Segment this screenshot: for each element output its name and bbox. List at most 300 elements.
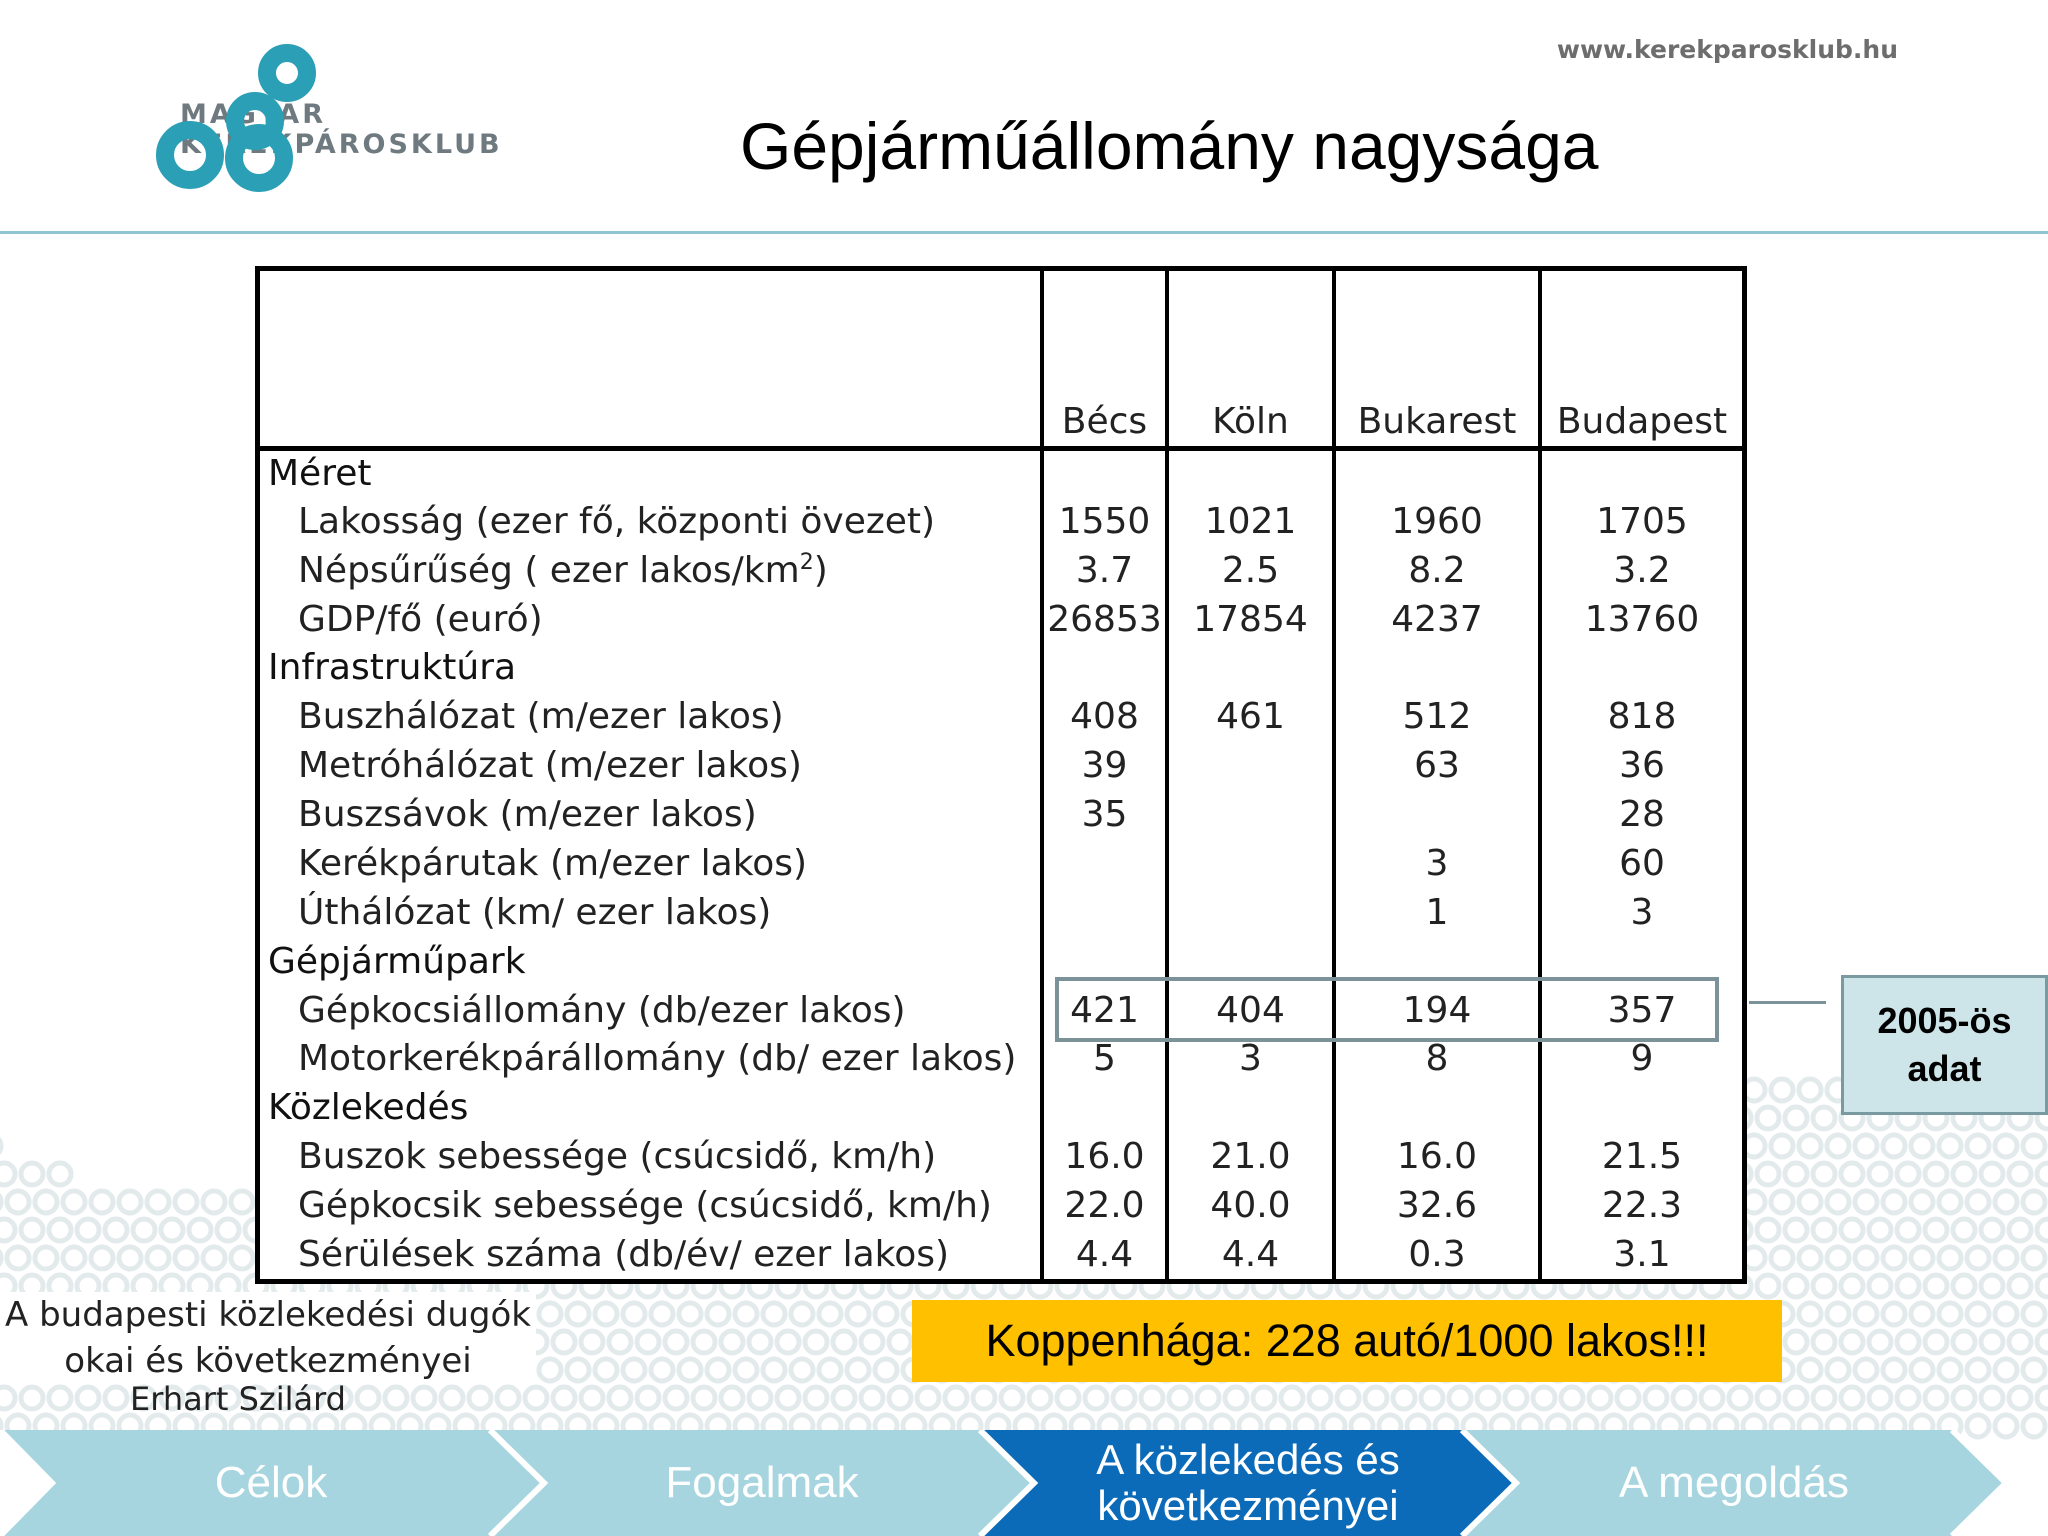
pattern-bubble — [1771, 1135, 1793, 1157]
table-row — [260, 595, 1742, 644]
pattern-bubble — [1995, 1303, 2017, 1325]
pattern-bubble — [63, 1247, 85, 1269]
table-cell: 13760 — [1540, 595, 1742, 644]
table-section-row — [260, 1083, 1742, 1132]
pattern-bubble — [1253, 1387, 1275, 1409]
table-cell: 26853 — [1042, 595, 1167, 644]
pattern-bubble — [805, 1331, 827, 1353]
copenhagen-callout: Koppenhága: 228 autó/1000 lakos!!! — [912, 1300, 1782, 1382]
table-cell: 0.3 — [1334, 1230, 1540, 1279]
pattern-bubble — [819, 1359, 841, 1381]
row-label — [260, 839, 1042, 888]
pattern-bubble — [553, 1331, 575, 1353]
pattern-bubble — [1897, 1275, 1919, 1297]
table-cell: 1960 — [1334, 497, 1540, 546]
table-cell: 3.1 — [1540, 1230, 1742, 1279]
pattern-bubble — [525, 1387, 547, 1409]
pattern-bubble — [1981, 1163, 2003, 1185]
pattern-bubble — [357, 1387, 379, 1409]
pattern-bubble — [875, 1359, 897, 1381]
table-cell: 36 — [1540, 741, 1742, 790]
table-cell — [1334, 644, 1540, 693]
row-label — [260, 1230, 1042, 1279]
table-cell: 8.2 — [1334, 546, 1540, 595]
table-cell: 2.5 — [1167, 546, 1334, 595]
logo-text-line1: MAGYAR — [180, 99, 326, 130]
pattern-bubble — [1449, 1387, 1471, 1409]
row-label-text: Gépjárműpark — [268, 940, 526, 982]
row-label-text: Népsűrűség ( ezer lakos/km — [298, 549, 800, 591]
table-cell — [1540, 448, 1742, 497]
pattern-bubble — [707, 1359, 729, 1381]
pattern-bubble — [413, 1387, 435, 1409]
pattern-bubble — [147, 1247, 169, 1269]
table-cell: 63 — [1334, 741, 1540, 790]
pattern-bubble — [763, 1303, 785, 1325]
pattern-bubble — [1967, 1191, 1989, 1213]
pattern-bubble — [1925, 1163, 1947, 1185]
pattern-bubble — [1771, 1079, 1793, 1101]
pattern-bubble — [735, 1303, 757, 1325]
table-row — [260, 790, 1742, 839]
pattern-bubble — [1827, 1247, 1849, 1269]
pattern-bubble — [1785, 1387, 1807, 1409]
pattern-bubble — [1771, 1191, 1793, 1213]
pattern-bubble — [777, 1387, 799, 1409]
pattern-bubble — [1421, 1387, 1443, 1409]
pattern-bubble — [861, 1331, 883, 1353]
pattern-bubble — [1995, 1191, 2017, 1213]
note-line2: adat — [1907, 1048, 1982, 1089]
table-cell — [1334, 1083, 1540, 1132]
pattern-bubble — [1911, 1247, 1933, 1269]
pattern-bubble — [2023, 1135, 2045, 1157]
table-cell: 461 — [1167, 692, 1334, 741]
pattern-bubble — [119, 1191, 141, 1213]
pattern-bubble — [637, 1387, 659, 1409]
statistics-table — [255, 266, 1747, 1284]
table-cell: 408 — [1042, 692, 1167, 741]
pattern-bubble — [0, 1219, 15, 1241]
pattern-bubble — [889, 1331, 911, 1353]
pattern-bubble — [1393, 1387, 1415, 1409]
pattern-bubble — [1799, 1079, 1821, 1101]
pattern-bubble — [175, 1247, 197, 1269]
author-name: Erhart Szilárd — [130, 1380, 346, 1418]
pattern-bubble — [7, 1247, 29, 1269]
pattern-bubble — [1799, 1359, 1821, 1381]
pattern-bubble — [1939, 1359, 1961, 1381]
pattern-bubble — [1953, 1275, 1975, 1297]
row-label — [260, 546, 1042, 595]
pattern-bubble — [0, 1191, 1, 1213]
row-label-end: ) — [813, 549, 828, 591]
pattern-bubble — [1029, 1387, 1051, 1409]
pattern-bubble — [1617, 1387, 1639, 1409]
pattern-bubble — [609, 1331, 631, 1353]
pattern-bubble — [105, 1219, 127, 1241]
table-cell: 9 — [1540, 1035, 1742, 1084]
table-cell: 39 — [1042, 741, 1167, 790]
pattern-bubble — [1505, 1387, 1527, 1409]
pattern-bubble — [847, 1359, 869, 1381]
pattern-bubble — [2009, 1219, 2031, 1241]
section-heading — [260, 937, 1042, 986]
pattern-bubble — [2023, 1359, 2045, 1381]
pattern-bubble — [1337, 1387, 1359, 1409]
table-cell — [1042, 644, 1167, 693]
row-label-text: Buszhálózat (m/ezer lakos) — [298, 696, 784, 738]
table-cell: 512 — [1334, 692, 1540, 741]
pattern-bubble — [707, 1303, 729, 1325]
pattern-bubble — [1967, 1247, 1989, 1269]
row-label — [260, 888, 1042, 937]
pattern-bubble — [2037, 1219, 2048, 1241]
nav-item-celok[interactable]: Célok — [214, 1458, 328, 1507]
pattern-bubble — [77, 1219, 99, 1241]
table-cell — [1167, 644, 1334, 693]
pattern-bubble — [623, 1359, 645, 1381]
row-label-text: Közlekedés — [268, 1087, 469, 1129]
pattern-bubble — [945, 1387, 967, 1409]
nav-item-kozlekedes[interactable] — [1034, 1430, 1462, 1536]
pattern-bubble — [1869, 1163, 1891, 1185]
row-label — [260, 741, 1042, 790]
pattern-bubble — [49, 1387, 71, 1409]
pattern-bubble — [651, 1359, 673, 1381]
pattern-bubble — [1827, 1191, 1849, 1213]
pattern-bubble — [581, 1387, 603, 1409]
pattern-bubble — [1841, 1275, 1863, 1297]
pattern-bubble — [21, 1219, 43, 1241]
pattern-bubble — [1855, 1247, 1877, 1269]
pattern-bubble — [553, 1387, 575, 1409]
pattern-bubble — [105, 1387, 127, 1409]
pattern-bubble — [819, 1303, 841, 1325]
subtitle-line2: okai és következményei — [64, 1341, 472, 1381]
pattern-bubble — [1939, 1135, 1961, 1157]
row-label — [260, 1132, 1042, 1181]
pattern-bubble — [1897, 1219, 1919, 1241]
pattern-bubble — [1785, 1275, 1807, 1297]
pattern-bubble — [805, 1387, 827, 1409]
table-cell: 421 — [1042, 986, 1167, 1035]
table-cell: 194 — [1334, 986, 1540, 1035]
table-cell: 818 — [1540, 692, 1742, 741]
pattern-bubble — [1813, 1219, 1835, 1241]
pattern-bubble — [1757, 1275, 1779, 1297]
table-cell: 21.0 — [1167, 1132, 1334, 1181]
pattern-bubble — [35, 1247, 57, 1269]
table-cell: 3.2 — [1540, 546, 1742, 595]
pattern-bubble — [1771, 1247, 1793, 1269]
table-cell: 357 — [1540, 986, 1742, 1035]
row-label-text: Buszok sebessége (csúcsidő, km/h) — [298, 1136, 937, 1178]
pattern-bubble — [2037, 1275, 2048, 1297]
row-label-text: Gépkocsik sebessége (csúcsidő, km/h) — [298, 1185, 992, 1227]
pattern-bubble — [1589, 1387, 1611, 1409]
table-cell: 16.0 — [1334, 1132, 1540, 1181]
table-cell: 60 — [1540, 839, 1742, 888]
pattern-bubble — [665, 1387, 687, 1409]
pattern-bubble — [833, 1331, 855, 1353]
pattern-bubble — [1701, 1387, 1723, 1409]
pattern-bubble — [679, 1359, 701, 1381]
pattern-bubble — [1813, 1331, 1835, 1353]
pattern-bubble — [231, 1191, 253, 1213]
row-label-text: GDP/fő (euró) — [298, 598, 543, 640]
pattern-bubble — [1085, 1387, 1107, 1409]
table-row — [260, 888, 1742, 937]
row-label — [260, 986, 1042, 1035]
pattern-bubble — [161, 1219, 183, 1241]
pattern-bubble — [1729, 1387, 1751, 1409]
table-row — [260, 1230, 1742, 1279]
pattern-bubble — [1841, 1163, 1863, 1185]
row-label — [260, 1035, 1042, 1084]
pattern-bubble — [497, 1387, 519, 1409]
pattern-bubble — [1911, 1191, 1933, 1213]
pattern-bubble — [567, 1303, 589, 1325]
row-label-text: Lakosság (ezer fő, központi övezet) — [298, 500, 936, 542]
pattern-bubble — [1967, 1359, 1989, 1381]
pattern-bubble — [1785, 1107, 1807, 1129]
pattern-bubble — [749, 1331, 771, 1353]
table-cell — [1167, 888, 1334, 937]
pattern-bubble — [49, 1163, 71, 1185]
pattern-bubble — [1883, 1359, 1905, 1381]
table-cell — [1042, 888, 1167, 937]
pattern-bubble — [1813, 1107, 1835, 1129]
pattern-bubble — [0, 1387, 15, 1409]
pattern-bubble — [1939, 1247, 1961, 1269]
pattern-bubble — [1841, 1331, 1863, 1353]
pattern-bubble — [119, 1247, 141, 1269]
pattern-bubble — [1057, 1387, 1079, 1409]
pattern-bubble — [1925, 1219, 1947, 1241]
pattern-bubble — [595, 1303, 617, 1325]
pattern-bubble — [217, 1219, 239, 1241]
pattern-bubble — [385, 1387, 407, 1409]
pattern-bubble — [777, 1331, 799, 1353]
table-cell: 3.7 — [1042, 546, 1167, 595]
navigation-bar — [0, 1430, 2048, 1536]
pattern-bubble — [2023, 1303, 2045, 1325]
pattern-bubble — [1225, 1387, 1247, 1409]
pattern-bubble — [735, 1359, 757, 1381]
row-label-text: Metróhálózat (m/ezer lakos) — [298, 745, 802, 787]
pattern-bubble — [973, 1387, 995, 1409]
row-label — [260, 790, 1042, 839]
pattern-bubble — [1953, 1387, 1975, 1409]
table-cell: 17854 — [1167, 595, 1334, 644]
table-cell — [1167, 448, 1334, 497]
pattern-bubble — [189, 1219, 211, 1241]
nav-item-kozlekedes-line1: A közlekedés és — [1096, 1436, 1400, 1483]
table-row — [260, 546, 1742, 595]
pattern-bubble — [147, 1191, 169, 1213]
table-cell: 5 — [1042, 1035, 1167, 1084]
pattern-bubble — [1911, 1303, 1933, 1325]
nav-item-megoldas[interactable]: A megoldás — [1619, 1458, 1849, 1507]
pattern-bubble — [1827, 1135, 1849, 1157]
column-header: Bukarest — [1334, 271, 1540, 448]
table-cell — [1167, 839, 1334, 888]
pattern-bubble — [1995, 1247, 2017, 1269]
table-cell: 1 — [1334, 888, 1540, 937]
pattern-bubble — [175, 1191, 197, 1213]
table-cell — [1540, 644, 1742, 693]
pattern-bubble — [1757, 1163, 1779, 1185]
pattern-bubble — [861, 1387, 883, 1409]
pattern-bubble — [833, 1387, 855, 1409]
table-cell: 32.6 — [1334, 1181, 1540, 1230]
pattern-bubble — [1967, 1303, 1989, 1325]
pattern-bubble — [1799, 1135, 1821, 1157]
row-label-text: Infrastruktúra — [268, 647, 517, 689]
pattern-bubble — [1841, 1387, 1863, 1409]
pattern-bubble — [1673, 1387, 1695, 1409]
pattern-bubble — [1883, 1191, 1905, 1213]
row-label-text: Méret — [268, 453, 372, 495]
table-row — [260, 741, 1742, 790]
pattern-bubble — [1855, 1303, 1877, 1325]
pattern-bubble — [1169, 1387, 1191, 1409]
table-row — [260, 692, 1742, 741]
presentation-subtitle — [0, 1292, 536, 1384]
pattern-bubble — [1309, 1387, 1331, 1409]
site-url[interactable]: www.kerekparosklub.hu — [1556, 35, 1898, 64]
pattern-bubble — [623, 1303, 645, 1325]
pattern-bubble — [203, 1247, 225, 1269]
pattern-bubble — [0, 1135, 1, 1157]
pattern-bubble — [2009, 1331, 2031, 1353]
pattern-bubble — [2023, 1247, 2045, 1269]
pattern-bubble — [1645, 1387, 1667, 1409]
pattern-bubble — [1813, 1163, 1835, 1185]
subtitle-line1: A budapesti közlekedési dugók — [5, 1295, 531, 1335]
pattern-bubble — [1785, 1163, 1807, 1185]
pattern-bubble — [35, 1191, 57, 1213]
pattern-bubble — [1981, 1331, 2003, 1353]
section-heading — [260, 644, 1042, 693]
pattern-bubble — [1925, 1387, 1947, 1409]
pattern-bubble — [1883, 1135, 1905, 1157]
table-cell: 1021 — [1167, 497, 1334, 546]
table-row — [260, 1181, 1742, 1230]
section-heading — [260, 1083, 1042, 1132]
page-title: Gépjárműállomány nagysága — [740, 109, 1599, 183]
pattern-bubble — [1855, 1359, 1877, 1381]
pattern-bubble — [791, 1303, 813, 1325]
pattern-bubble — [665, 1331, 687, 1353]
row-label — [260, 1181, 1042, 1230]
note-connector-line — [1749, 1001, 1826, 1004]
pattern-bubble — [1925, 1275, 1947, 1297]
table-cell — [1042, 1083, 1167, 1132]
pattern-bubble — [2037, 1387, 2048, 1409]
car-stock-highlight-box — [1055, 977, 1719, 1042]
pattern-bubble — [1967, 1135, 1989, 1157]
pattern-bubble — [1869, 1331, 1891, 1353]
pattern-bubble — [441, 1387, 463, 1409]
pattern-bubble — [1785, 1331, 1807, 1353]
pattern-bubble — [63, 1191, 85, 1213]
header-corner-cell — [260, 271, 1042, 448]
table-cell — [1042, 839, 1167, 888]
table-cell: 3 — [1540, 888, 1742, 937]
pattern-bubble — [581, 1331, 603, 1353]
pattern-bubble — [917, 1387, 939, 1409]
pattern-bubble — [1113, 1387, 1135, 1409]
column-header: Bécs — [1042, 271, 1167, 448]
pattern-bubble — [1477, 1387, 1499, 1409]
pattern-bubble — [91, 1191, 113, 1213]
pattern-bubble — [1813, 1275, 1835, 1297]
logo-text-line2: KERÉKPÁROSKLUB — [180, 129, 503, 160]
pattern-bubble — [7, 1191, 29, 1213]
table-cell: 8 — [1334, 1035, 1540, 1084]
table-cell: 1550 — [1042, 497, 1167, 546]
pattern-bubble — [1897, 1331, 1919, 1353]
pattern-bubble — [2009, 1387, 2031, 1409]
pattern-bubble — [1953, 1331, 1975, 1353]
pattern-bubble — [1897, 1387, 1919, 1409]
row-label-text: Motorkerékpárállomány (db/ ezer lakos) — [298, 1038, 1017, 1080]
nav-item-fogalmak[interactable]: Fogalmak — [665, 1458, 859, 1507]
table-cell: 3 — [1167, 1035, 1334, 1084]
pattern-bubble — [1757, 1219, 1779, 1241]
pattern-bubble — [2037, 1163, 2048, 1185]
pattern-bubble — [1981, 1387, 2003, 1409]
pattern-bubble — [651, 1303, 673, 1325]
pattern-bubble — [1813, 1387, 1835, 1409]
note-box-2005-data — [1841, 975, 2048, 1115]
pattern-bubble — [1995, 1135, 2017, 1157]
pattern-bubble — [1939, 1303, 1961, 1325]
row-label-text: Kerékpárutak (m/ezer lakos) — [298, 842, 808, 884]
table-cell — [1334, 790, 1540, 839]
pattern-bubble — [0, 1247, 1, 1269]
pattern-bubble — [847, 1303, 869, 1325]
pattern-bubble — [1981, 1219, 2003, 1241]
pattern-bubble — [1855, 1191, 1877, 1213]
pattern-bubble — [1827, 1359, 1849, 1381]
row-label — [260, 497, 1042, 546]
table-header-row — [260, 271, 1742, 448]
pattern-bubble — [749, 1387, 771, 1409]
pattern-bubble — [1757, 1107, 1779, 1129]
row-label-text: Buszsávok (m/ezer lakos) — [298, 794, 757, 836]
pattern-bubble — [1869, 1275, 1891, 1297]
pattern-bubble — [1869, 1219, 1891, 1241]
pattern-bubble — [1757, 1387, 1779, 1409]
table-cell: 404 — [1167, 986, 1334, 1035]
table-section-row — [260, 448, 1742, 497]
pattern-bubble — [1995, 1359, 2017, 1381]
table-cell: 40.0 — [1167, 1181, 1334, 1230]
table-cell: 3 — [1334, 839, 1540, 888]
pattern-bubble — [1883, 1247, 1905, 1269]
pattern-bubble — [1365, 1387, 1387, 1409]
table-section-row — [260, 644, 1742, 693]
table-cell — [1042, 448, 1167, 497]
table-cell: 4.4 — [1167, 1230, 1334, 1279]
pattern-bubble — [91, 1247, 113, 1269]
pattern-bubble — [791, 1359, 813, 1381]
row-label-text: Gépkocsiállomány (db/ezer lakos) — [298, 989, 906, 1031]
table-row — [260, 839, 1742, 888]
